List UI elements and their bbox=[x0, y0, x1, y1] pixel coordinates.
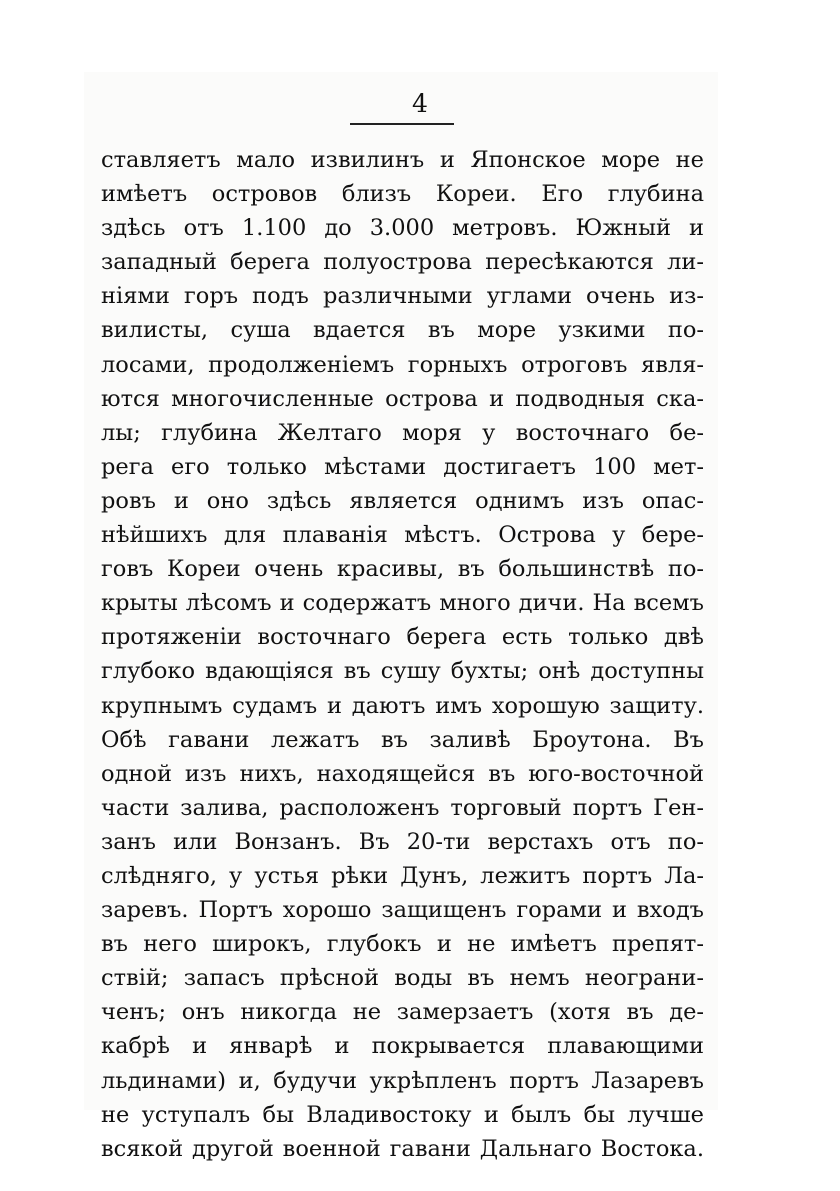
text-line: кабрѣ и январѣ и покрывается плавающими bbox=[101, 1033, 704, 1060]
text-line: крупнымъ судамъ и даютъ имъ хорошую защиту. bbox=[101, 692, 704, 719]
text-line: здѣсь отъ 1.100 до 3.000 метровъ. Южный и bbox=[101, 215, 704, 242]
text-line: занъ или Вонзанъ. Въ 20-ти верстахъ отъ по- bbox=[101, 828, 704, 855]
text-line: протяженіи восточнаго берега есть только двѣ bbox=[101, 624, 704, 651]
text-line: ются многочисленные острова и подводныя ска- bbox=[101, 385, 704, 412]
text-line: нѣйшихъ для плаванія мѣстъ. Острова у бере- bbox=[101, 522, 704, 549]
text-line: имѣетъ островов близъ Кореи. Его глубина bbox=[101, 181, 704, 208]
text-line: рега его только мѣстами достигаетъ 100 мет- bbox=[101, 453, 704, 480]
text-line: въ него широкъ, глубокъ и не имѣетъ препят- bbox=[101, 931, 704, 958]
text-line: не уступалъ бы Владивостоку и былъ бы лучше bbox=[101, 1101, 704, 1128]
text-line: ставляетъ мало извилинъ и Японское море не bbox=[101, 147, 704, 173]
text-line: ствій; запасъ прѣсной воды въ немъ неограни- bbox=[101, 965, 704, 992]
text-line: одной изъ нихъ, находящейся въ юго-восточной bbox=[101, 760, 704, 787]
text-line: крыты лѣсомъ и содержатъ много дичи. На всемъ bbox=[101, 590, 704, 617]
text-line: ченъ; онъ никогда не замерзаетъ (хотя въ де- bbox=[101, 999, 704, 1026]
page-number: 4 bbox=[412, 89, 428, 118]
text-line: западный берега полуострова пересѣкаются ли- bbox=[101, 249, 704, 276]
header-rule bbox=[350, 123, 454, 125]
text-line: слѣдняго, у устья рѣки Дунъ, лежитъ портъ Ла- bbox=[101, 862, 704, 889]
text-line: говъ Кореи очень красивы, въ большинствѣ по- bbox=[101, 556, 704, 583]
text-line: лосами, продолженіемъ горныхъ отроговъ явля- bbox=[101, 351, 704, 378]
text-line: ровъ и оно здѣсь является однимъ изъ опас- bbox=[101, 487, 704, 514]
text-line: лы; глубина Желтаго моря у восточнаго бе- bbox=[101, 419, 704, 446]
body-text bbox=[101, 143, 704, 1166]
text-line: части залива, расположенъ торговый портъ Ген- bbox=[101, 794, 704, 821]
text-line: вилисты, суша вдается въ море узкими по- bbox=[101, 317, 704, 344]
text-line: глубоко вдающіяся въ сушу бухты; онѣ доступны bbox=[101, 658, 704, 685]
text-line: заревъ. Портъ хорошо защищенъ горами и входъ bbox=[101, 897, 704, 924]
text-line: Обѣ гавани лежатъ въ заливѣ Броутона. Въ bbox=[101, 726, 704, 753]
text-line: ніями горъ подъ различными углами очень из- bbox=[101, 283, 704, 310]
text-line: льдинами) и, будучи укрѣпленъ портъ Лазаревъ bbox=[101, 1067, 704, 1094]
text-line: всякой другой военной гавани Дальнаго Востока. bbox=[101, 1135, 704, 1162]
